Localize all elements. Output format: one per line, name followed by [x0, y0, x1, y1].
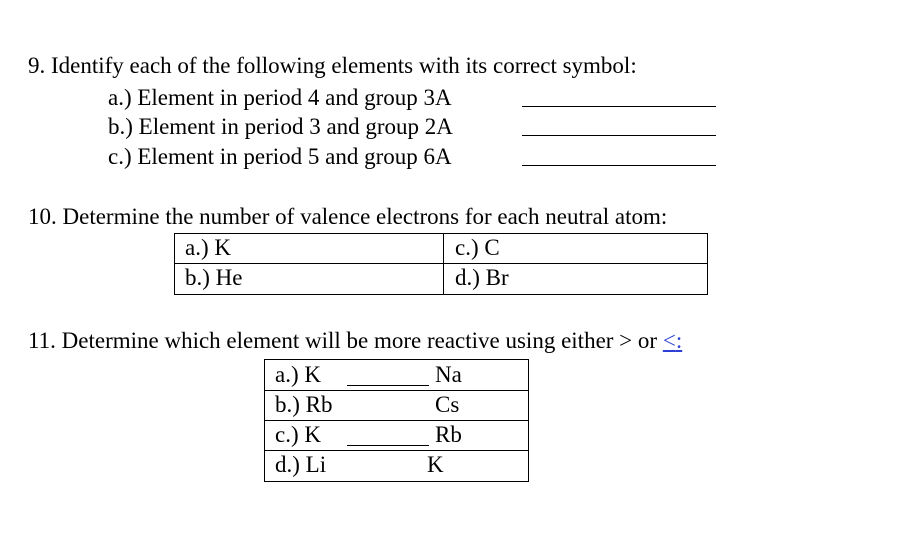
question-9-prompt: 9. Identify each of the following elements with its correct symbol:: [28, 53, 637, 78]
table-cell-b[interactable]: b.) He: [185, 265, 243, 290]
question-9-item-a: a.) Element in period 4 and group 3A: [108, 85, 452, 110]
table-row-divider: [175, 263, 707, 264]
prompt-colon: :: [675, 328, 683, 353]
question-10-prompt: 10. Determine the number of valence electrons for each neutral atom:: [28, 204, 668, 229]
table-row-c-right: Rb: [435, 422, 462, 447]
answer-blank-9a[interactable]: [522, 106, 716, 107]
table-row-d-right: K: [427, 452, 444, 477]
question-9-item-b: b.) Element in period 3 and group 2A: [108, 114, 453, 139]
answer-blank-9c[interactable]: [522, 165, 716, 166]
valence-electrons-table: [174, 233, 708, 295]
reactivity-table: [264, 359, 529, 482]
table-row-c-left: c.) K: [275, 422, 321, 447]
table-column-divider: [443, 234, 444, 294]
table-row-b-left: b.) Rb: [275, 392, 333, 417]
question-9-item-c: c.) Element in period 5 and group 6A: [108, 144, 452, 169]
table-cell-c[interactable]: c.) C: [455, 235, 500, 260]
answer-blank-11a[interactable]: [347, 385, 429, 386]
answer-blank-9b[interactable]: [522, 135, 716, 136]
table-cell-a[interactable]: a.) K: [185, 235, 231, 260]
less-than-symbol: <: [662, 328, 676, 353]
table-row-a-right: Na: [435, 362, 462, 387]
question-11-prompt: [28, 327, 682, 355]
table-row-d-left: d.) Li: [275, 452, 327, 477]
table-row-a-left: a.) K: [275, 362, 321, 387]
table-cell-d[interactable]: d.) Br: [455, 265, 509, 290]
table-row-b-right: Cs: [435, 392, 460, 417]
question-11-prompt-text: 11. Determine which element will be more reactive using either > or: [28, 328, 663, 353]
answer-blank-11c[interactable]: [347, 445, 429, 446]
